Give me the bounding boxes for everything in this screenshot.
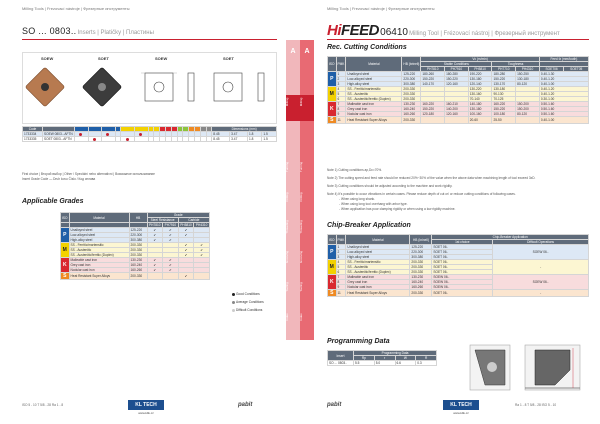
pabit-logo-right: pabit [327,402,342,408]
left-footer [0,400,285,416]
right-title-row [327,22,589,40]
tab-column-right [300,40,314,340]
kl-tech-url: www.kltk.cz [138,411,154,415]
left-footer-icons: ISO 5 - 10 T 5/8 - 28 Ra 1 - 8 [22,403,64,407]
insert-legend: First choice | Второй выбор | Other / Speciální nebo alternativní | Возможное использование [22,172,155,176]
tab-grooving-left[interactable]: Grooving [285,250,289,264]
right-header: Milling Tools | Frezovací nástroje | Фрезерные инструменты [327,6,435,11]
right-footer [315,400,600,416]
tab-letter-right: A [304,48,310,55]
tab-letter-left: A [290,48,296,55]
tab-turning-left[interactable]: Turning [285,161,289,173]
good-icon [232,293,235,296]
right-page: Milling Tools | Frezovací nástroje | Фрезерные инструменты HiFEED 06410 Milling Tool | Frézovací nástroj | Фрезерный инструмент Rec. Cutting Conditions ISO PMK Material HB (brinell) Vc (m/min) Feed fz (mm/tooth) Stable Conditions Toughness PH7810 PH7910 PH5810 PH7710 PH4310 SOET06 SOET05 P 1 Unalloyed steel 125-220 180-260 180-280 190-220 180-280 150-250 0.40-1.30 2 Low-alloyed steel 220-300 150-220 150-220 130-180 150-220 130-180 0.40-1.20 3 High-alloy steel 300-380 140-170 120-160 120-140 130-170 80-120 0.40-1.00 M 4 SS - Ferritic/martensitic 200-330 130-220 130-180 0.40-1.20 5 SS - Austenitic 200-330 130-160 90-130 0.40-1.20 6 SS - Austenitic/ferritic (Duplex) 200-330 70-140 70-125 0.30-1.00 K 7 Malleable cast iron 130-230 160-220 160-210 140-180 160-220 150-200 0.50-1.60 8 Grey cast iron 160-240 150-220 140-200 130-180 150-220 150-200 0.50-1.60 9 Nodular cast iron 160-260 120-180 120-160 100-160 100-180 80-120 0.50-1.60 S 11 Heat Resistant Super Alloys 200-330 20-60 25-50 0.40-1.00 Note 1) Cutting conditions ap,Dc=70%. Note 2) The cutting speed and feed rate should be reduced 20%~30% of the value when the above data when machining length of tool exceed 3xD. Note 3) Cutting conditions should be adjusted according to the machine and work rigidity. Note 4) It's possible to occur vibrations in certain cases. Please reduce depth of cut or/ or reduce cutting conditions of following cases. - When using long shank. - When using long tool overhang with arbor type. - When application has poor clamping rigidity or when using a low rigidity machine. Chip-Breaker Application ISO PMK Material HB (brinell) Chip-Breaker Application 1st choice Difficult Operations P 1 Unalloyed steel 125-220 SOET 06.. SOEW 06.. 2 Low-alloyed steel 220-300 SOET 06.. 3 High-alloy steel 300-380 SOET 06.. M 4 SS - Ferritic/martensitic 200-330 SOET 06.. - 5 SS - Austenitic 200-330 SOET 06.. 6 SS - Austenitic/ferritic (Duplex) 200-330 SOET 06.. K 7 Malleable cast iron 130-230 SOEW 06.. SOEW 06.. 8 Grey cast iron 160-240 SOEW 06.. 9 Nodular cast iron 160-260 SOEW 06.. S 11 Heat Resistant Super Alloys 200-330 SOET 06.. - Programming Data Insert Programming Data Rp r W R SO ... 0803.. 5.5 5.0 6.6 0.3 pabit KL TECH www.kltk.cz Ra 1 - 8 T 5/8 - 28 ISO 5 - 10 [315,0,600,424]
grades-legend [232,290,264,314]
tab-drilling-right[interactable]: Drilling [299,192,303,202]
tab-threading-left[interactable]: Threading [285,220,289,234]
legend-good: Good Conditions [232,290,264,298]
right-page-subtitle: Milling Tool | Frézovací nástroj | Фрезерный инструмент [409,31,560,37]
tab-grooving-right[interactable]: Grooving [299,250,303,264]
left-header: Milling Tools | Frezovací nástroje | Фрезерные инструменты [22,6,130,11]
insert-row-1: 1733334 SOEW 0803...AFTN 8.45 3.47 1.8 1.5 [23,132,277,137]
kl-tech-logo-right: KL TECH [443,400,479,410]
tab-milling-right[interactable]: Milling [300,95,314,121]
tab-index-right[interactable]: Index [299,313,303,321]
kl-tech-logo: KL TECH [128,400,164,410]
kl-tech-url-right: www.kltk.cz [453,411,469,415]
legend-difficult: Difficult Conditions [232,306,264,314]
programming-diagram [465,340,585,402]
difficult-icon [232,309,235,312]
programming-table: Insert Programming Data Rp r W R SO ... 0803.. 5.5 5.0 6.6 0.3 [327,350,437,366]
pabit-logo: pabit [238,402,253,408]
insert-label-1: SOEW [41,56,54,61]
applicable-grades-title: Applicable Grades [22,198,84,205]
chip-breaker-title: Chip-Breaker Application [327,222,411,229]
tab-threading-right[interactable]: Threading [299,220,303,234]
tab-tooling-right[interactable]: Tooling [299,282,303,292]
left-page-subtitle: Inserts | Platičky | Пластины [77,30,154,36]
section-tabs [285,0,315,424]
chip-breaker-table: ISO PMK Material HB (brinell) Chip-Breaker Application 1st choice Difficult Operations P 1 Unalloyed steel 125-220 SOET 06.. SOEW 06.. 2 Low-alloyed steel 220-300 SOET 06.. 3 High-alloy steel 300-380 SOET 06.. M 4 SS - Ferritic/martensitic 200-330 SOET 06.. - 5 SS - Austenitic 200-330 SOET 06.. 6 SS - Austenitic/ferritic (Duplex) 200-330 SOET 06.. K 7 Malleable cast iron 130-230 SOEW 06.. SOEW 06.. 8 Grey cast iron 160-240 SOEW 06.. 9 Nodular cast iron 160-260 SOEW 06.. S 11 Heat Resistant Super Alloys 200-330 SOET 06.. - [327,234,589,297]
code-header: Code [23,127,43,132]
insert-label-3: SOEW [155,56,168,61]
left-page-title: SO ... 0803.. [22,26,77,36]
tab-drilling-left[interactable]: Drilling [285,192,289,202]
tab-turning-right[interactable]: Turning [299,161,303,173]
insert-legend-2: Insert Grade Code — Druh kovu Číslo / Код сплава [22,177,96,181]
right-footer-icons: Ra 1 - 8 T 5/8 - 28 ISO 5 - 10 [515,403,557,407]
tab-index-left[interactable]: Index [285,313,289,321]
tab-milling-left[interactable]: Milling [286,95,300,121]
product-code: 06410 [380,27,408,38]
insert-drawings [23,63,278,125]
insert-illustrations [22,52,277,124]
programming-data-title: Programming Data [327,338,390,345]
insert-label-2: SOET [98,56,109,61]
dims-header: Dimensions (mm) [212,127,277,132]
rec-cutting-title: Rec. Cutting Conditions [327,44,407,51]
left-title-row [22,26,277,40]
cutting-table: ISO PMK Material HB (brinell) Vc (m/min) Feed fz (mm/tooth) Stable Conditions Toughness PH7810 PH7910 PH5810 PH7710 PH4310 SOET06 SOET05 P 1 Unalloyed steel 125-220 180-260 180-280 190-220 180-280 150-250 0.40-1.30 2 Low-alloyed steel 220-300 150-220 150-220 130-180 150-220 130-180 0.40-1.20 3 High-alloy steel 300-380 140-170 120-160 120-140 130-170 80-120 0.40-1.00 M 4 SS - Ferritic/martensitic 200-330 130-220 130-180 0.40-1.20 5 SS - Austenitic 200-330 130-160 90-130 0.40-1.20 6 SS - Austenitic/ferritic (Duplex) 200-330 70-140 70-125 0.30-1.00 K 7 Malleable cast iron 130-230 160-220 160-210 140-180 160-220 150-200 0.50-1.60 8 Grey cast iron 160-240 150-220 140-200 130-180 150-220 150-200 0.50-1.60 9 Nodular cast iron 160-260 120-180 120-160 100-160 100-180 80-120 0.50-1.60 S 11 Heat Resistant Super Alloys 200-330 20-60 25-50 0.40-1.00 [327,56,589,124]
insert-table [22,126,277,142]
insert-row-2: 1733335 SOET 0803...AFTN 8.45 3.47 1.8 1.5 [23,137,277,142]
grades-table: ISO Material HB Grade Steel Resistance Carbide PH7810 PH7910 PH5810 PH4310 P Unalloyed steel 125-220 ✔ ✔ ✔ Low-alloyed steel 220-300 ✔ ✔ ✔ High-alloy steel 300-380 ✔ ✔ M SS - Ferritic/martensitic 200-330 ✔ ✔ SS - Austenitic 200-330 ✔ ✔ SS - Austenitic/ferritic (Duplex) 200-330 ✔ ✔ K Malleable cast iron 130-230 ✔ ✔ Grey cast iron 160-240 ✔ ✔ Nodular cast iron 160-260 ✔ ✔ S Heat Resistant Super Alloys 200-330 ✔ [60,212,210,280]
average-icon [232,301,235,304]
legend-average: Average Conditions [232,298,264,306]
left-page [0,0,285,424]
insert-label-4: SOET [223,56,234,61]
tab-tooling-left[interactable]: Tooling [285,282,289,292]
hifeed-brand: HiFEED [327,22,380,39]
